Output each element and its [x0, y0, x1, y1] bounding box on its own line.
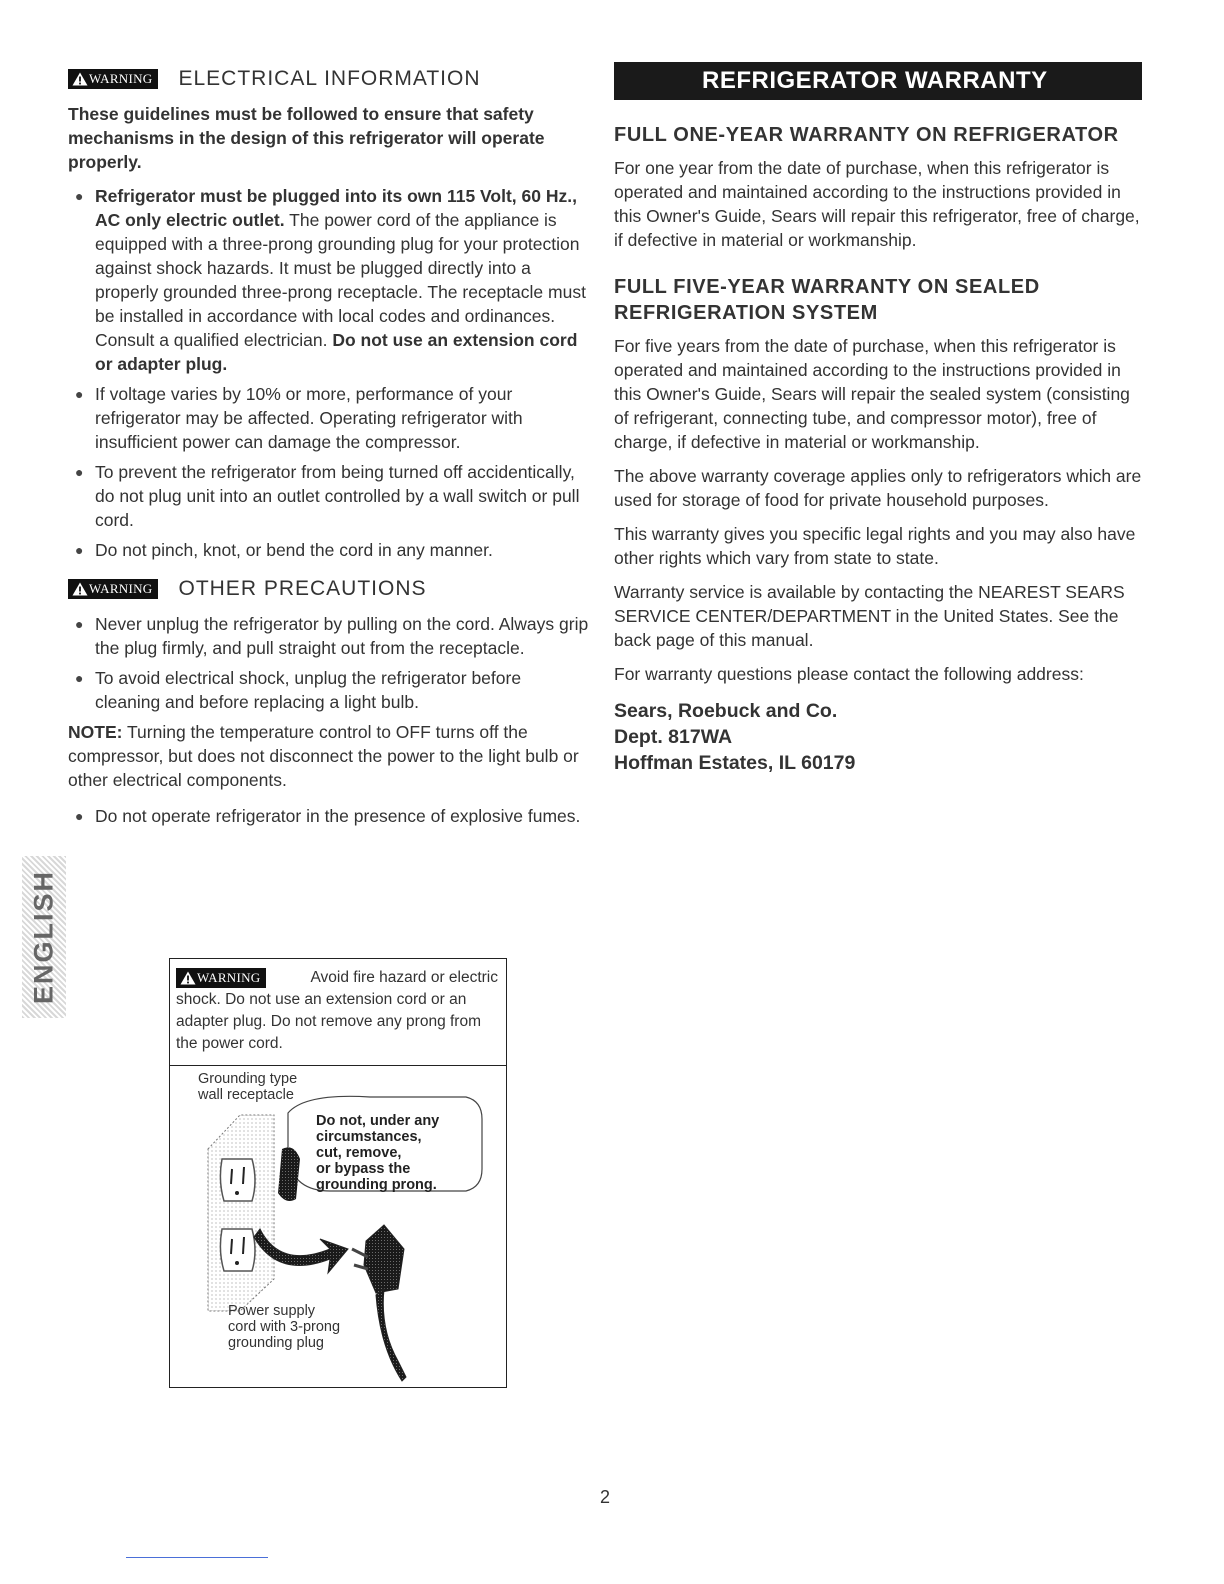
power-cord-label: Power supply cord with 3-prong grounding plug: [228, 1303, 341, 1351]
warning-box: [169, 958, 507, 1388]
electrical-information-heading: [68, 66, 590, 92]
note-paragraph: NOTE: Turning the temperature control to OFF turns off the compressor, but does not disconnect the power to the light bulb or other electrical components.: [68, 722, 579, 790]
warning-badge: WARNING: [176, 968, 266, 988]
bullet-icon: ●: [75, 386, 84, 402]
list-item: ● Never unplug the refrigerator by pulling on the cord. Always grip the plug firmly, and pull straight out from the receptacle.: [75, 614, 589, 658]
other-bullet-list: [68, 612, 590, 714]
bullet-icon: ●: [75, 670, 84, 686]
warranty-banner: REFRIGERATOR WARRANTY: [614, 62, 1142, 100]
other-precautions-heading: [68, 576, 590, 602]
bullet-icon: ●: [75, 542, 84, 558]
bullet-icon: ●: [75, 188, 84, 204]
bullet-icon: ●: [75, 464, 84, 480]
list-item: ● To prevent the refrigerator from being turned off accidentically, do not plug unit into an outlet controlled by a wall switch or pull cord.: [75, 462, 580, 530]
section-title: OTHER PRECAUTIONS: [178, 577, 427, 600]
bullet-icon: ●: [75, 616, 84, 632]
electrical-intro: These guidelines must be followed to ensure that safety mechanisms in the design of this refrigerator will operate properly.: [68, 104, 545, 172]
warranty-paragraph: For warranty questions please contact the following address:: [614, 664, 1084, 684]
right-column: [614, 122, 1144, 776]
sears-address: Sears, Roebuck and Co. Dept. 817WA Hoffman Estates, IL 60179: [614, 700, 856, 774]
language-side-tab: ENGLISH: [22, 856, 66, 1018]
warranty-paragraph: For five years from the date of purchase, when this refrigerator is operated and maintained according to the instructions provided in this Owner's Guide, Sears will repair the sealed system (consisting of refrigerant, connecting tube, and compressor motor), free of charge, if defective in material or workmanship.: [614, 336, 1130, 452]
warning-badge: WARNING: [68, 69, 158, 89]
electrical-bullet-list: [68, 184, 590, 562]
callout-text: Do not, under any circumstances, cut, remove, or bypass the grounding prong.: [316, 1113, 440, 1193]
warranty-paragraph: This warranty gives you specific legal rights and you may also have other rights which vary from state to state.: [614, 524, 1136, 568]
receptacle-label: Grounding type wall receptacle: [198, 1071, 298, 1103]
page-number: 2: [600, 1487, 611, 1507]
list-item: ● Do not pinch, knot, or bend the cord in any manner.: [75, 540, 493, 560]
warranty-heading-one-year: FULL ONE-YEAR WARRANTY ON REFRIGERATOR: [614, 124, 1119, 146]
warning-triangle-icon: [72, 582, 88, 596]
bullet-icon: ●: [75, 808, 84, 824]
list-item: ● Refrigerator must be plugged into its own 115 Volt, 60 Hz., AC only electric outlet. The power cord of the appliance is equipped with a three-prong grounding plug for your protection against shock hazards. It must be plugged directly into a properly grounded three-prong receptacle. The receptacle must be installed in accordance with local codes and ordinances. Consult a qualified electrician. Do not use an extension cord or adapter plug.: [75, 186, 586, 374]
footer-divider: [126, 1557, 268, 1558]
list-item: ● If voltage varies by 10% or more, performance of your refrigerator may be affected. Operating refrigerator with insufficient power can damage the compressor.: [75, 384, 523, 452]
list-item: ● To avoid electrical shock, unplug the refrigerator before cleaning and before replacing a light bulb.: [75, 668, 522, 712]
warranty-paragraph: Warranty service is available by contacting the NEAREST SEARS SERVICE CENTER/DEPARTMENT in the United States. See the back page of this manual.: [614, 582, 1125, 650]
left-column: [68, 66, 590, 834]
list-item: ● Do not operate refrigerator in the presence of explosive fumes.: [75, 806, 581, 826]
divider: [170, 1065, 506, 1066]
section-title: ELECTRICAL INFORMATION: [178, 67, 481, 90]
warning-triangle-icon: [72, 72, 88, 86]
warning-badge: WARNING: [68, 579, 158, 599]
other-bullet-list-2: [68, 804, 590, 828]
warning-box-text: WARNING Avoid fire hazard or electric shock. Do not use an extension cord or an adapter plug. Do not remove any prong from the power cord.: [176, 969, 499, 1052]
warranty-heading-five-year: FULL FIVE-YEAR WARRANTY ON SEALED REFRIGERATION SYSTEM: [614, 276, 1040, 324]
warranty-paragraph: For one year from the date of purchase, when this refrigerator is operated and maintained according to the instructions provided in this Owner's Guide, Sears will repair this refrigerator, free of charge, if defective in material or workmanship.: [614, 158, 1140, 250]
warranty-paragraph: The above warranty coverage applies only to refrigerators which are used for storage of food for private household purposes.: [614, 466, 1142, 510]
warning-triangle-icon: [180, 971, 196, 985]
